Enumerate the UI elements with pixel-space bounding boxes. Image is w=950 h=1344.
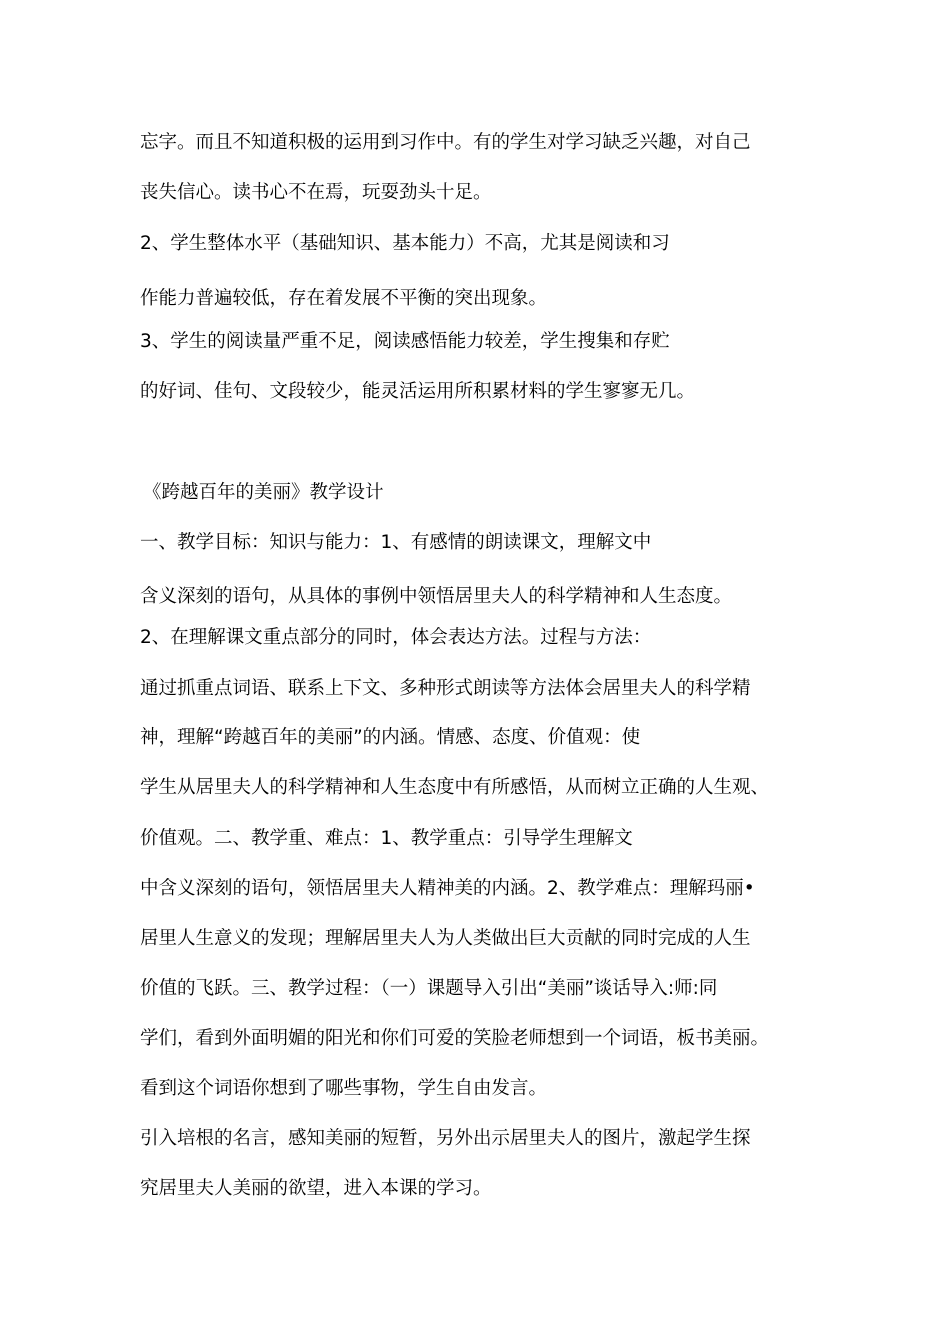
text-line-18: 学们，看到外面明媚的阳光和你们可爱的笑脸老师想到一个词语，板书美丽。 bbox=[140, 1028, 770, 1049]
text-line-14: 价值观。二、教学重、难点：1、教学重点：引导学生理解文 bbox=[140, 828, 633, 849]
section-title: 《跨越百年的美丽》教学设计 bbox=[143, 482, 384, 503]
text-line-3: 2、学生整体水平（基础知识、基本能力）不高，尤其是阅读和习 bbox=[140, 233, 670, 254]
text-line-5: 3、学生的阅读量严重不足，阅读感悟能力较差，学生搜集和存贮 bbox=[140, 331, 670, 352]
text-line-1: 忘字。而且不知道积极的运用到习作中。有的学生对学习缺乏兴趣，对自己 bbox=[140, 132, 751, 153]
text-line-10: 2、在理解课文重点部分的同时，体会表达方法。过程与方法： bbox=[140, 627, 652, 648]
text-line-6: 的好词、佳句、文段较少，能灵活运用所积累材料的学生寥寥无几。 bbox=[140, 381, 696, 402]
text-line-12: 神，理解“跨越百年的美丽”的内涵。情感、态度、价值观：使 bbox=[140, 727, 641, 748]
text-line-19: 看到这个词语你想到了哪些事物，学生自由发言。 bbox=[140, 1078, 548, 1099]
text-line-9: 含义深刻的语句，从具体的事例中领悟居里夫人的科学精神和人生态度。 bbox=[140, 586, 733, 607]
text-line-15: 中含义深刻的语句，领悟居里夫人精神美的内涵。2、教学难点：理解玛丽• bbox=[140, 878, 755, 899]
text-line-21: 究居里夫人美丽的欲望，进入本课的学习。 bbox=[140, 1178, 492, 1199]
text-line-2: 丧失信心。读书心不在焉，玩耍劲头十足。 bbox=[140, 182, 492, 203]
text-line-8: 一、教学目标：知识与能力：1、有感情的朗读课文，理解文中 bbox=[140, 532, 652, 553]
text-line-17: 价值的飞跃。三、教学过程：（一）课题导入引出“美丽”谈话导入:师:同 bbox=[140, 978, 718, 999]
text-line-13: 学生从居里夫人的科学精神和人生态度中有所感悟，从而树立正确的人生观、 bbox=[140, 777, 770, 798]
text-line-16: 居里人生意义的发现；理解居里夫人为人类做出巨大贡献的同时完成的人生 bbox=[140, 928, 751, 949]
text-line-20: 引入培根的名言，感知美丽的短暂，另外出示居里夫人的图片，激起学生探 bbox=[140, 1128, 751, 1149]
text-line-4: 作能力普遍较低，存在着发展不平衡的突出现象。 bbox=[140, 288, 548, 309]
text-line-11: 通过抓重点词语、联系上下文、多种形式朗读等方法体会居里夫人的科学精 bbox=[140, 678, 751, 699]
